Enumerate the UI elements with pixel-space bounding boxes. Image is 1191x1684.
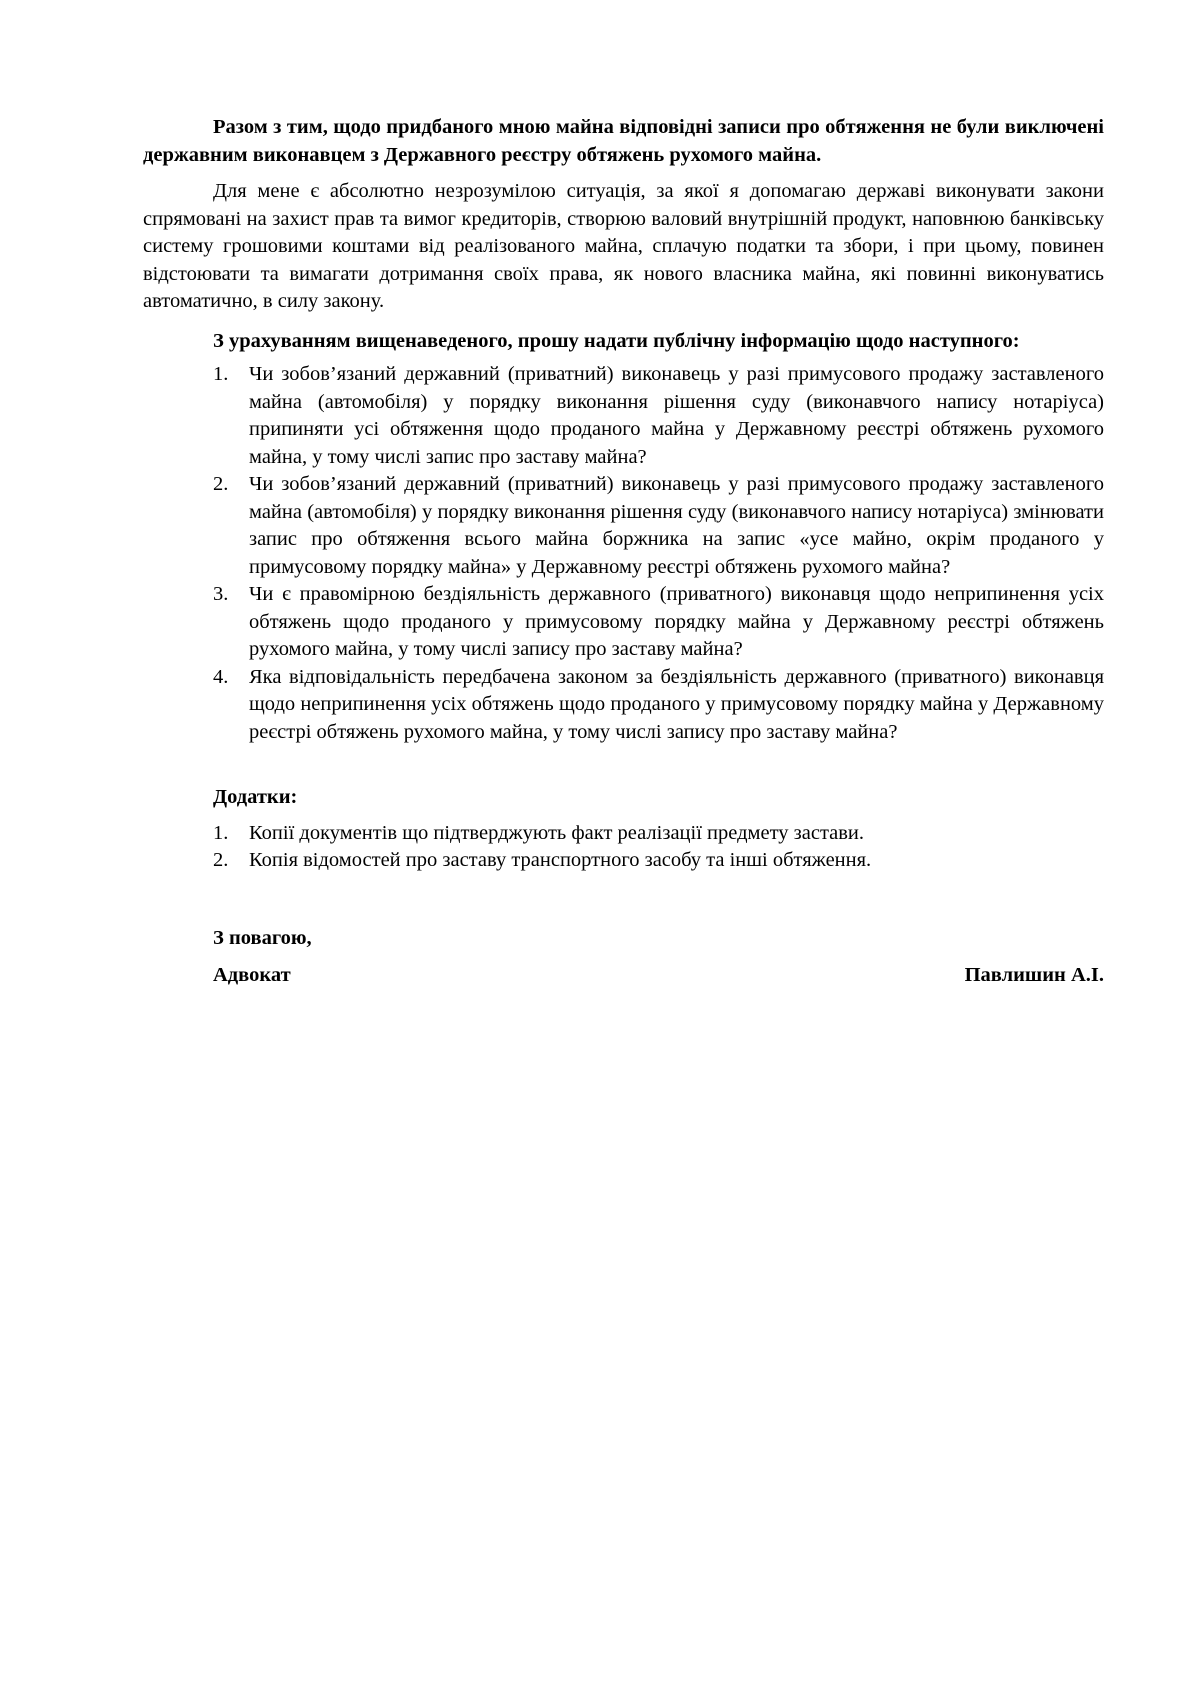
request-paragraph: З урахуванням вищенаведеного, прошу надати публічну інформацію щодо наступного: [213,329,1020,352]
document-page [143,114,1104,990]
attachment-item [143,820,1104,848]
question-number: 1. [213,363,229,385]
question-item [143,361,1104,471]
question-text: Яка відповідальність передбачена законом за бездіяльність державного (приватного) виконавця щодо неприпинення усіх обтяжень щодо проданого у примусовому порядку майна у Державному реєстрі обтяжень рухомого майна, у тому числі запису про заставу майна? [249,665,1104,743]
attachments-title: Додатки: [213,786,298,808]
attachment-text: Копія відомостей про заставу транспортного засобу та інші обтяження. [249,849,872,871]
question-text: Чи зобов’язаний державний (приватний) виконавець у разі примусового продажу заставленого майна (автомобіля) у порядку виконання рішення суду (виконавчого напису нотаріуса) припиняти усі обтяження щодо проданого майна у Державному реєстрі обтяжень рухомого майна, у тому числі запис про заставу майна? [249,363,1104,468]
attachment-item [143,847,1104,875]
question-number: 3. [213,583,229,605]
question-text: Чи є правомірною бездіяльність державного (приватного) виконавця щодо неприпинення усіх обтяжень щодо проданого у примусовому порядку майна у Державному реєстрі обтяжень рухомого майна, у тому числі запису про заставу майна? [249,583,1104,660]
attachment-number: 1. [213,821,229,844]
signature-row [143,962,1104,990]
situation-paragraph: Для мене є абсолютно незрозумілою ситуація, за якої я допомагаю державі виконувати закони спрямовані на захист прав та вимог кредиторів, створюю валовий внутрішній продукт, наповнюю банківську систему грошовими коштами від реалізованого майна, сплачую податки та збори, і при цьому, повинен відстоювати та вимагати дотримання своїх права, як нового власника майна, які повинні виконуватись автоматично, в силу закону. [143,180,1104,312]
attachments-list [143,820,1104,875]
closing-salutation: З повагою, [213,926,312,949]
signer-name: Павлишин А.І. [964,964,1104,986]
question-item [143,664,1104,747]
question-number: 2. [213,473,229,495]
questions-list [143,361,1104,746]
intro-paragraph: Разом з тим, щодо придбаного мною майна відповідні записи про обтяження не були виключені державним виконавцем з Державного реєстру обтяжень рухомого майна. [143,116,1104,166]
attachment-number: 2. [213,849,229,871]
question-item [143,471,1104,581]
attachment-text: Копії документів що підтверджують факт реалізації предмету застави. [249,821,865,844]
signer-role: Адвокат [213,964,291,986]
question-number: 4. [213,665,229,688]
question-text: Чи зобов’язаний державний (приватний) виконавець у разі примусового продажу заставленого майна (автомобіля) у порядку виконання рішення суду (виконавчого напису нотаріуса) змінювати запис про обтяження всього майна боржника на запис «усе майно, окрім проданого у примусовому порядку майна» у Державному реєстрі обтяжень рухомого майна? [249,473,1104,578]
question-item [143,581,1104,664]
